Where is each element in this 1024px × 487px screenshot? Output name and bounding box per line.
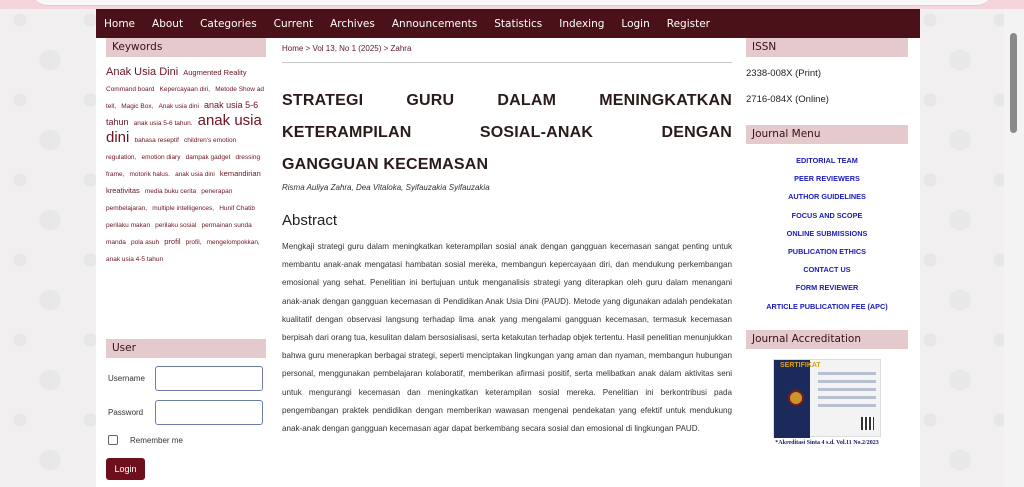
scrollbar-thumb[interactable] (1010, 33, 1017, 133)
keyword-link[interactable]: kemandirian (219, 169, 261, 178)
keyword-link[interactable]: permainan sunda manda (106, 222, 252, 246)
keyword-link[interactable]: profil (164, 237, 181, 246)
keyword-link[interactable]: dampak gadget (185, 154, 231, 161)
left-sidebar (106, 38, 266, 474)
journal-menu-link[interactable]: FORM REVIEWER (795, 283, 859, 293)
keyword-cloud (106, 57, 266, 266)
keyword-link[interactable]: Hunif Chatib (219, 205, 255, 212)
keyword-link[interactable]: multiple intelligences, (152, 205, 215, 212)
keyword-link[interactable]: anak usia 5-6 tahun. (133, 120, 193, 127)
issn-heading: ISSN (746, 38, 908, 57)
browser-tab-edge (30, 0, 994, 6)
username-input[interactable] (155, 366, 263, 391)
user-login-block (106, 339, 266, 480)
abstract-heading: Abstract (282, 212, 338, 229)
keyword-link[interactable]: Metode Show ad tell, (106, 86, 264, 110)
accreditation-heading: Journal Accreditation (746, 330, 908, 349)
username-label: Username (108, 373, 145, 383)
abstract-text: Mengkaji strategi guru dalam meningkatkan keterampilan sosial anak dengan gangguan kecemasan sangat penting untuk membantu anak-anak mengatasi hambatan sosial mereka, membangun kepercayaan diri, dan mendukung perkembangan emosional yang sehat. Penelitian ini bertujuan untuk menganalisis strategi yang diterapkan oleh guru dalam menangani anak-anak dengan gangguan kecemasan di Pendidikan Anak Usia Dini (PAUD). Metode yang digunakan adalah pendekatan kualitatif dengan observasi langsung terhadap lima anak yang mengalami gangguan kecemasan, termasuk kecemasan berpisah dari orang tua, kesulitan dalam bersosialisasi, serta ketakutan terhadap objek tertentu. Hasil penelitian menunjukkan bahwa guru menerapkan berbagai strategi, seperti menciptakan lingkungan yang aman dan nyaman, membangun hubungan personal, menggunakan pembelajaran kolaboratif, memberikan afirmasi positif, serta melibatkan anak dalam aktivitas seni untuk mengurangi kecemasan dan meningkatkan keterampilan sosial mereka. Penelitian ini berkontribusi pada pengembangan praktek pendidikan dengan memberikan wawasan mengenai pendekatan yang efektif untuk mendukung anak-anak dengan gangguan kecemasan agar dapat berkembang secara sosial dan emosional di lingkungan PAUD. (282, 242, 732, 434)
nav-current[interactable]: Current (273, 17, 314, 30)
title-word: GURU (406, 92, 455, 109)
nav-about[interactable]: About (152, 17, 184, 30)
keyword-link[interactable]: emotion diary (141, 154, 181, 161)
browser-top-bar (0, 0, 1024, 9)
keyword-link[interactable]: motorik halus. (129, 171, 170, 178)
journal-menu-link[interactable]: FOCUS AND SCOPE (791, 210, 863, 220)
username-row (106, 364, 266, 392)
issn-online: 2716-084X (Online) (746, 94, 829, 105)
keyword-link[interactable]: mengelompokkan, (206, 239, 260, 246)
scrollbar[interactable] (1004, 9, 1024, 487)
keyword-link[interactable]: children's emotion regulation, (106, 137, 237, 161)
keyword-link[interactable]: bahasa reseptif (134, 137, 179, 144)
password-label: Password (108, 407, 144, 417)
issn-print: 2338-008X (Print) (746, 68, 821, 79)
nav-statistics[interactable]: Statistics (494, 17, 543, 30)
medal-icon (788, 390, 804, 406)
journal-page (96, 9, 920, 487)
article-title-line (282, 117, 732, 149)
keyword-link[interactable]: anak usia dini (106, 112, 262, 146)
journal-menu-link[interactable]: CONTACT US (803, 265, 851, 275)
article-authors: Risma Auliya Zahra, Dea Vitaloka, Syifauzakia Syifauzakia (282, 183, 490, 192)
journal-menu-list (746, 144, 908, 316)
keyword-link[interactable]: anak usia 4-5 tahun (106, 256, 164, 263)
breadcrumb[interactable]: Home > Vol 13, No 1 (2025) > Zahra (282, 38, 732, 63)
keyword-link[interactable]: Magic Box, (121, 103, 154, 110)
keyword-link[interactable]: Augmented Reality (183, 68, 247, 77)
journal-menu-heading: Journal Menu (746, 125, 908, 144)
nav-home[interactable]: Home (104, 17, 136, 30)
keywords-heading: Keywords (106, 38, 266, 57)
accreditation-certificate-image[interactable] (773, 359, 881, 437)
article-title (282, 85, 732, 181)
keyword-link[interactable]: profil, (185, 239, 202, 246)
user-heading: User (106, 339, 266, 358)
keyword-link[interactable]: pola asuh (130, 239, 160, 246)
remember-me-checkbox[interactable] (108, 435, 118, 445)
journal-menu-link[interactable]: EDITORIAL TEAM (796, 156, 858, 165)
keyword-link[interactable]: Anak usia dini (158, 103, 199, 110)
keyword-link[interactable]: Command board (106, 86, 155, 93)
journal-menu-link[interactable]: AUTHOR GUIDELINES (788, 192, 866, 202)
keyword-link[interactable]: perilaku makan (106, 222, 151, 229)
title-word: DENGAN (661, 124, 732, 141)
title-word: SOSIAL-ANAK (479, 124, 594, 141)
article-title-line (282, 149, 732, 181)
keyword-link[interactable]: dressing frame, (106, 154, 261, 178)
keyword-link[interactable]: perilaku sosial (155, 222, 197, 229)
title-word: GANGGUAN KECEMASAN (282, 156, 489, 173)
title-word: STRATEGI (282, 92, 364, 109)
keyword-link[interactable]: kreativitas (106, 186, 140, 195)
password-row (106, 398, 266, 426)
keyword-link[interactable]: Anak Usia Dini (106, 66, 179, 78)
nav-archives[interactable]: Archives (330, 17, 375, 30)
title-word: KETERAMPILAN (282, 124, 412, 141)
article-main (282, 38, 732, 438)
nav-categories[interactable]: Categories (200, 17, 257, 30)
password-input[interactable] (155, 400, 263, 425)
keyword-link[interactable]: Kepercayaan diri, (159, 86, 211, 93)
journal-menu-link[interactable]: ARTICLE PUBLICATION FEE (APC) (766, 301, 888, 311)
keyword-link[interactable]: anak usia dini (175, 171, 215, 178)
top-navbar (96, 9, 920, 38)
nav-indexing[interactable]: Indexing (559, 17, 605, 30)
qr-code-icon (861, 417, 874, 430)
keyword-link[interactable]: media buku cerita (144, 188, 197, 195)
keyword-link[interactable]: penerapan pembelajaran, (106, 188, 233, 212)
right-sidebar (746, 38, 908, 446)
journal-menu-link[interactable]: PEER REVIEWERS (794, 174, 860, 184)
title-word: DALAM (497, 92, 557, 109)
article-title-line (282, 85, 732, 117)
keyword-link[interactable]: anak usia 5-6 tahun (106, 100, 259, 127)
certificate-label: SERTIFIKAT (780, 361, 821, 369)
nav-register[interactable]: Register (666, 17, 710, 30)
remember-me-row (106, 435, 266, 445)
login-button[interactable]: Login (106, 458, 145, 480)
journal-menu-link[interactable]: PUBLICATION ETHICS (787, 247, 867, 257)
remember-me-label: Remember me (130, 435, 183, 445)
nav-login[interactable]: Login (621, 17, 650, 30)
accreditation-caption: *Akreditasi Sinta 4 s.d. Vol.11 No.2/2023 (775, 439, 879, 446)
nav-announcements[interactable]: Announcements (391, 17, 478, 30)
certificate-text-lines (818, 372, 876, 412)
title-word: MENINGKATKAN (599, 92, 732, 109)
journal-menu-link[interactable]: ONLINE SUBMISSIONS (786, 228, 868, 238)
